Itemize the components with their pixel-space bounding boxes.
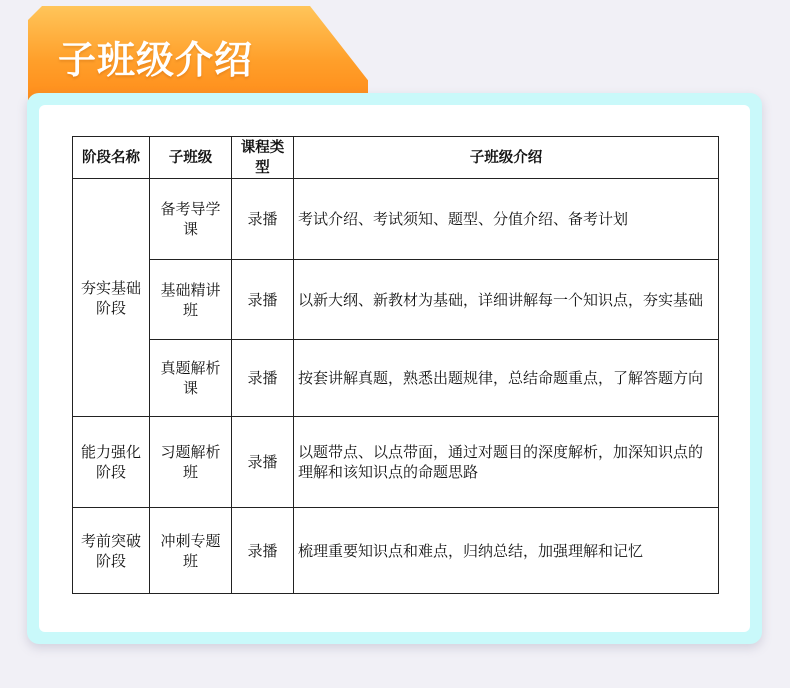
class-intro-cell: 按套讲解真题，熟悉出题规律，总结命题重点，了解答题方向	[294, 340, 719, 417]
header-course-type: 课程类型	[232, 137, 294, 179]
table-row	[73, 260, 719, 340]
sub-class-cell: 基础精讲班	[150, 260, 232, 340]
sub-class-cell: 真题解析课	[150, 340, 232, 417]
stage-name-cell: 夯实基础阶段	[73, 179, 150, 417]
course-type-cell: 录播	[232, 340, 294, 417]
sub-class-cell: 冲刺专题班	[150, 508, 232, 594]
header-sub-class: 子班级	[150, 137, 232, 179]
class-intro-table	[72, 136, 719, 594]
table-row	[73, 340, 719, 417]
table-row	[73, 179, 719, 260]
table-row	[73, 417, 719, 508]
table-header-row	[73, 137, 719, 179]
sub-class-cell: 习题解析班	[150, 417, 232, 508]
class-intro-cell: 考试介绍、考试须知、题型、分值介绍、备考计划	[294, 179, 719, 260]
course-type-cell: 录播	[232, 417, 294, 508]
class-intro-cell: 以题带点、以点带面，通过对题目的深度解析，加深知识点的理解和该知识点的命题思路	[294, 417, 719, 508]
header-stage-name: 阶段名称	[73, 137, 150, 179]
class-intro-cell: 梳理重要知识点和难点，归纳总结，加强理解和记忆	[294, 508, 719, 594]
header-class-intro: 子班级介绍	[294, 137, 719, 179]
class-intro-cell: 以新大纲、新教材为基础，详细讲解每一个知识点，夯实基础	[294, 260, 719, 340]
course-type-cell: 录播	[232, 508, 294, 594]
stage-name-cell: 能力强化阶段	[73, 417, 150, 508]
sub-class-cell: 备考导学课	[150, 179, 232, 260]
course-type-cell: 录播	[232, 260, 294, 340]
stage-name-cell: 考前突破阶段	[73, 508, 150, 594]
table-row	[73, 508, 719, 594]
page-title: 子班级介绍	[58, 38, 254, 82]
course-type-cell: 录播	[232, 179, 294, 260]
